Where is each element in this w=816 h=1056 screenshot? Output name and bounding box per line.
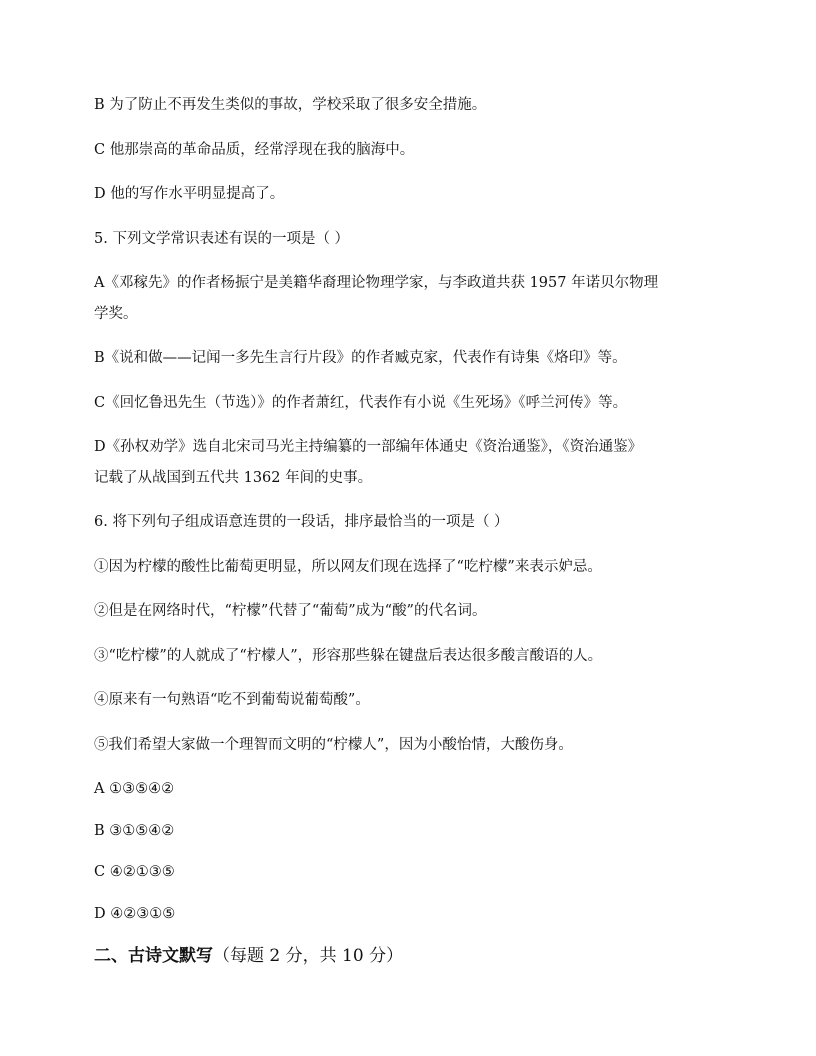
q6-sentence-4: ④原来有一句熟语“吃不到葡萄说葡萄酸”。 bbox=[94, 692, 370, 708]
q5-option-d-line1: D《孙权劝学》选自北宋司马光主持编纂的一部编年体通史《资治通鉴》，《资治通鉴》 bbox=[94, 439, 643, 455]
q6-option-a: A ①③⑤④② bbox=[94, 781, 175, 797]
section-score-note: （每题 2 分，共 10 分） bbox=[213, 946, 404, 966]
question-6-stem: 6. 将下列句子组成语意连贯的一段话，排序最恰当的一项是（ ） bbox=[94, 514, 509, 530]
q4-option-b: B 为了防止不再发生类似的事故，学校采取了很多安全措施。 bbox=[94, 97, 487, 113]
question-5-stem: 5. 下列文学常识表述有误的一项是（ ） bbox=[94, 231, 350, 247]
q5-option-d-line2: 记载了从战国到五代共 1362 年间的史事。 bbox=[94, 470, 373, 486]
q5-option-a-line2: 学奖。 bbox=[94, 306, 138, 322]
q5-option-a-line1: A《邓稼先》的作者杨振宁是美籍华裔理论物理学家，与李政道共获 1957 年诺贝尔物理 bbox=[94, 275, 659, 291]
q6-sentence-2: ②但是在网络时代，“柠檬”代替了“葡萄”成为“酸”的代名词。 bbox=[94, 603, 487, 619]
q6-sentence-3: ③“吃柠檬”的人就成了“柠檬人”，形容那些躲在键盘后表达很多酸言酸语的人。 bbox=[94, 648, 603, 664]
q6-option-b: B ③①⑤④② bbox=[94, 823, 175, 839]
q6-option-c: C ④②①③⑤ bbox=[94, 864, 175, 880]
section-title: 二、古诗文默写 bbox=[94, 946, 213, 966]
section-heading bbox=[94, 945, 734, 967]
q6-sentence-5: ⑤我们希望大家做一个理智而文明的“柠檬人”，因为小酸怡情，大酸伤身。 bbox=[94, 737, 573, 753]
q5-option-b: B《说和做——记闻一多先生言行片段》的作者臧克家，代表作有诗集《烙印》等。 bbox=[94, 350, 627, 366]
q5-option-c: C《回忆鲁迅先生（节选）》的作者萧红，代表作有小说《生死场》《呼兰河传》等。 bbox=[94, 395, 628, 411]
q6-sentence-1: ①因为柠檬的酸性比葡萄更明显，所以网友们现在选择了“吃柠檬”来表示妒忌。 bbox=[94, 559, 602, 575]
q4-option-d: D 他的写作水平明显提高了。 bbox=[94, 186, 285, 202]
q4-option-c: C 他那崇高的革命品质，经常浮现在我的脑海中。 bbox=[94, 142, 415, 158]
q6-option-d: D ④②③①⑤ bbox=[94, 906, 176, 922]
